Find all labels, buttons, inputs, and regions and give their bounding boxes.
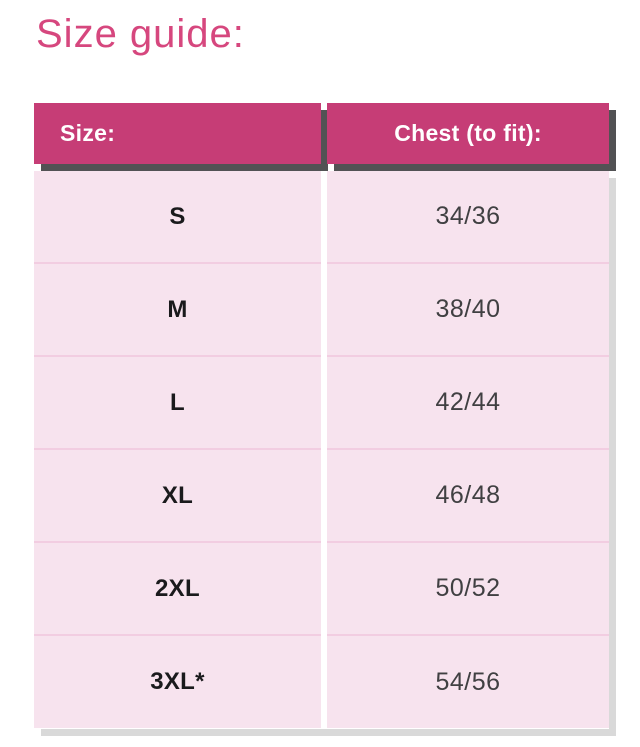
size-cell: 2XL [34,543,321,636]
size-cell: 3XL* [34,636,321,728]
chest-cell: 50/52 [327,543,609,636]
chest-cell: 34/36 [327,171,609,264]
size-cell: S [34,171,321,264]
chest-cell: 42/44 [327,357,609,450]
table-body [34,171,609,729]
header-label-size: Size: [60,120,116,146]
size-cell: M [34,264,321,357]
header-label-chest: Chest (to fit): [394,120,542,146]
chest-cell: 46/48 [327,450,609,543]
table-row-2xl [34,543,609,636]
size-guide-table [34,103,609,729]
table-row-l [34,357,609,450]
size-cell: XL [34,450,321,543]
header-cell-size [34,103,321,164]
table-row-3xl [34,636,609,729]
page-title: Size guide: [36,12,245,56]
table-row-m [34,264,609,357]
table-header-row [34,103,609,164]
size-cell: L [34,357,321,450]
chest-cell: 38/40 [327,264,609,357]
table-row-s [34,171,609,264]
table-row-xl [34,450,609,543]
header-cell-chest [327,103,609,164]
chest-cell: 54/56 [327,636,609,728]
